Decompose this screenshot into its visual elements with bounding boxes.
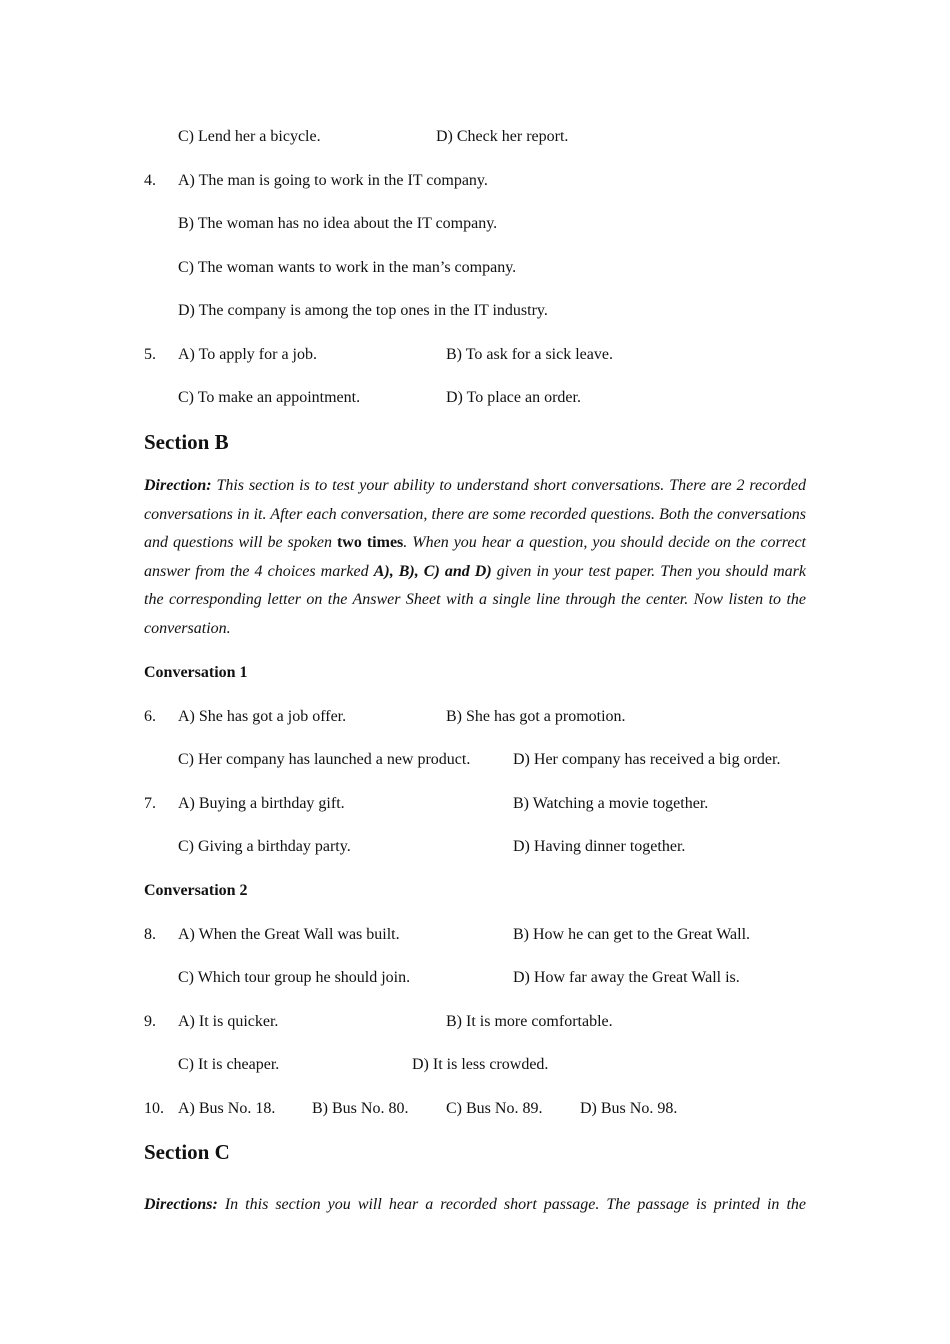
q9-option-c: C) It is cheaper. bbox=[178, 1056, 280, 1073]
q7-option-b: B) Watching a movie together. bbox=[513, 795, 709, 812]
section-b-directions bbox=[144, 472, 806, 644]
q6-option-c: C) Her company has launched a new product. bbox=[178, 751, 471, 768]
q8-option-d: D) How far away the Great Wall is. bbox=[513, 969, 740, 986]
q4-option-b: B) The woman has no idea about the IT company. bbox=[178, 215, 498, 232]
direction-label: Direction: bbox=[144, 477, 212, 494]
q10-option-c: C) Bus No. 89. bbox=[446, 1100, 543, 1117]
q5-option-a: A) To apply for a job. bbox=[178, 346, 317, 363]
section-b-heading: Section B bbox=[144, 430, 229, 454]
q4-option-c: C) The woman wants to work in the man’s company. bbox=[178, 259, 517, 276]
q5-option-b: B) To ask for a sick leave. bbox=[446, 346, 613, 363]
q5-option-d: D) To place an order. bbox=[446, 389, 581, 406]
section-c-heading: Section C bbox=[144, 1140, 230, 1164]
q7-option-d: D) Having dinner together. bbox=[513, 838, 686, 855]
section-c-directions bbox=[144, 1191, 806, 1220]
conversation-2-heading: Conversation 2 bbox=[144, 882, 248, 899]
direction-text-2: . When you hear a question, you should decide on the correct answer from the 4 choices marked bbox=[144, 534, 806, 580]
q3-option-c: C) Lend her a bicycle. bbox=[178, 128, 321, 145]
q4-option-d: D) The company is among the top ones in the IT industry. bbox=[178, 302, 548, 319]
direction-text-3: given in your test paper. Then you should mark the corresponding letter on the Answer Sheet with a single line through the center. Now listen to the conversation. bbox=[144, 562, 807, 637]
q8-option-b: B) How he can get to the Great Wall. bbox=[513, 926, 751, 943]
q5-number: 5. bbox=[144, 346, 156, 363]
q9-number: 9. bbox=[144, 1013, 156, 1030]
q8-option-a: A) When the Great Wall was built. bbox=[178, 926, 400, 943]
q7-number: 7. bbox=[144, 795, 156, 812]
q10-number: 10. bbox=[144, 1100, 164, 1117]
q3-option-d: D) Check her report. bbox=[436, 128, 569, 145]
section-c-direction-text: In this section you will hear a recorded short passage. The passage is printed in the bbox=[217, 1196, 806, 1213]
q6-option-a: A) She has got a job offer. bbox=[178, 708, 347, 725]
direction-choices: A), B), C) and D) bbox=[373, 562, 492, 580]
q9-option-b: B) It is more comfortable. bbox=[446, 1013, 613, 1030]
q4-option-a: A) The man is going to work in the IT company. bbox=[178, 172, 488, 189]
q8-number: 8. bbox=[144, 926, 156, 943]
direction-text-1: This section is to test your ability to understand short conversations. There are 2 recorded conversations in it. After each conversation, there are some recorded questions. Both the conversations and questions will be spoken bbox=[144, 477, 806, 552]
section-c-direction-label: Directions: bbox=[144, 1196, 218, 1213]
q7-option-c: C) Giving a birthday party. bbox=[178, 838, 351, 855]
conversation-1-heading: Conversation 1 bbox=[144, 664, 248, 681]
q9-option-a: A) It is quicker. bbox=[178, 1013, 279, 1030]
q8-option-c: C) Which tour group he should join. bbox=[178, 969, 411, 986]
q5-option-c: C) To make an appointment. bbox=[178, 389, 361, 406]
direction-emphasis: two times bbox=[336, 534, 404, 552]
q7-option-a: A) Buying a birthday gift. bbox=[178, 795, 345, 812]
q9-option-d: D) It is less crowded. bbox=[412, 1056, 549, 1073]
q10-option-d: D) Bus No. 98. bbox=[580, 1100, 678, 1117]
q6-option-b: B) She has got a promotion. bbox=[446, 708, 626, 725]
q6-option-d: D) Her company has received a big order. bbox=[513, 751, 781, 768]
q10-option-a: A) Bus No. 18. bbox=[178, 1100, 276, 1117]
q4-number: 4. bbox=[144, 172, 156, 189]
q6-number: 6. bbox=[144, 708, 156, 725]
q10-option-b: B) Bus No. 80. bbox=[312, 1100, 409, 1117]
